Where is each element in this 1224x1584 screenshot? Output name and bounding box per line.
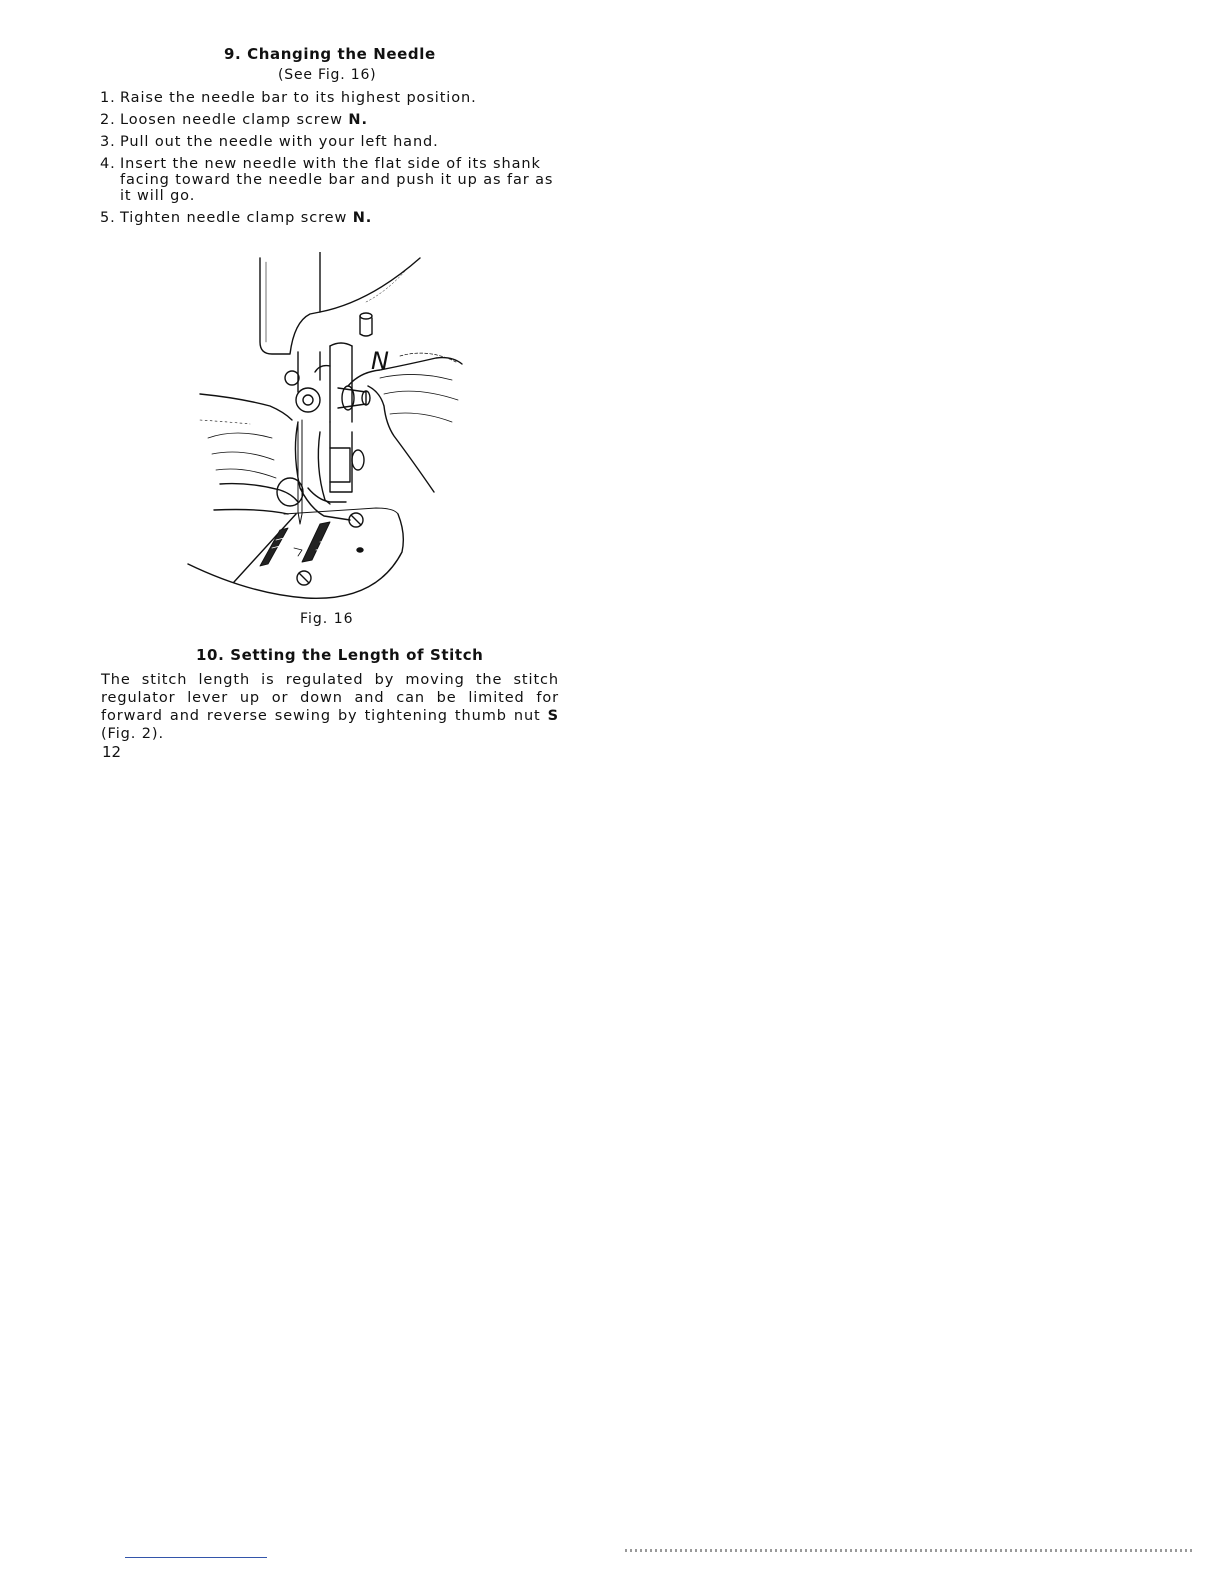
section-9-subtitle: (See Fig. 16) (278, 67, 377, 83)
step-number: 2. (100, 112, 116, 128)
step-number: 1. (100, 90, 116, 106)
scan-artifact-line (125, 1557, 267, 1558)
section-9-title: 9. Changing the Needle (224, 45, 436, 63)
paragraph-text-start: The stitch length is regulated by moving the stitch regulator lever up or down and can be limited for forward and reverse sewing by tightening thumb nut (101, 672, 559, 724)
step-2 (100, 112, 560, 128)
section-10-title: 10. Setting the Length of Stitch (196, 646, 484, 664)
step-number: 5. (100, 210, 116, 226)
step-text: Pull out the needle with your left hand. (120, 134, 439, 150)
step-text: Insert the new needle with the flat side of its shank facing toward the needle bar and push it up as far as it will go. (120, 156, 554, 204)
step-number: 3. (100, 134, 116, 150)
scan-artifact-dots (625, 1549, 1195, 1552)
section-10-paragraph (101, 671, 559, 743)
step-text: Tighten needle clamp screw (120, 210, 353, 226)
step-number: 4. (100, 156, 116, 172)
step-text: Loosen needle clamp screw (120, 112, 349, 128)
figure-caption: Fig. 16 (300, 611, 354, 627)
step-bold-ref: N. (348, 112, 368, 128)
paragraph-text-end: (Fig. 2). (101, 726, 164, 742)
step-4 (100, 156, 560, 204)
needle-steps-list (100, 90, 560, 232)
step-5 (100, 210, 560, 226)
thumb-nut-ref: S (547, 708, 559, 724)
step-1 (100, 90, 560, 106)
label-n: N (371, 347, 389, 375)
step-text: Raise the needle bar to its highest position. (120, 90, 477, 106)
step-3 (100, 134, 560, 150)
page-number: 12 (102, 743, 122, 761)
step-bold-ref: N. (352, 210, 373, 226)
sewing-machine-needle-illustration (180, 252, 470, 608)
